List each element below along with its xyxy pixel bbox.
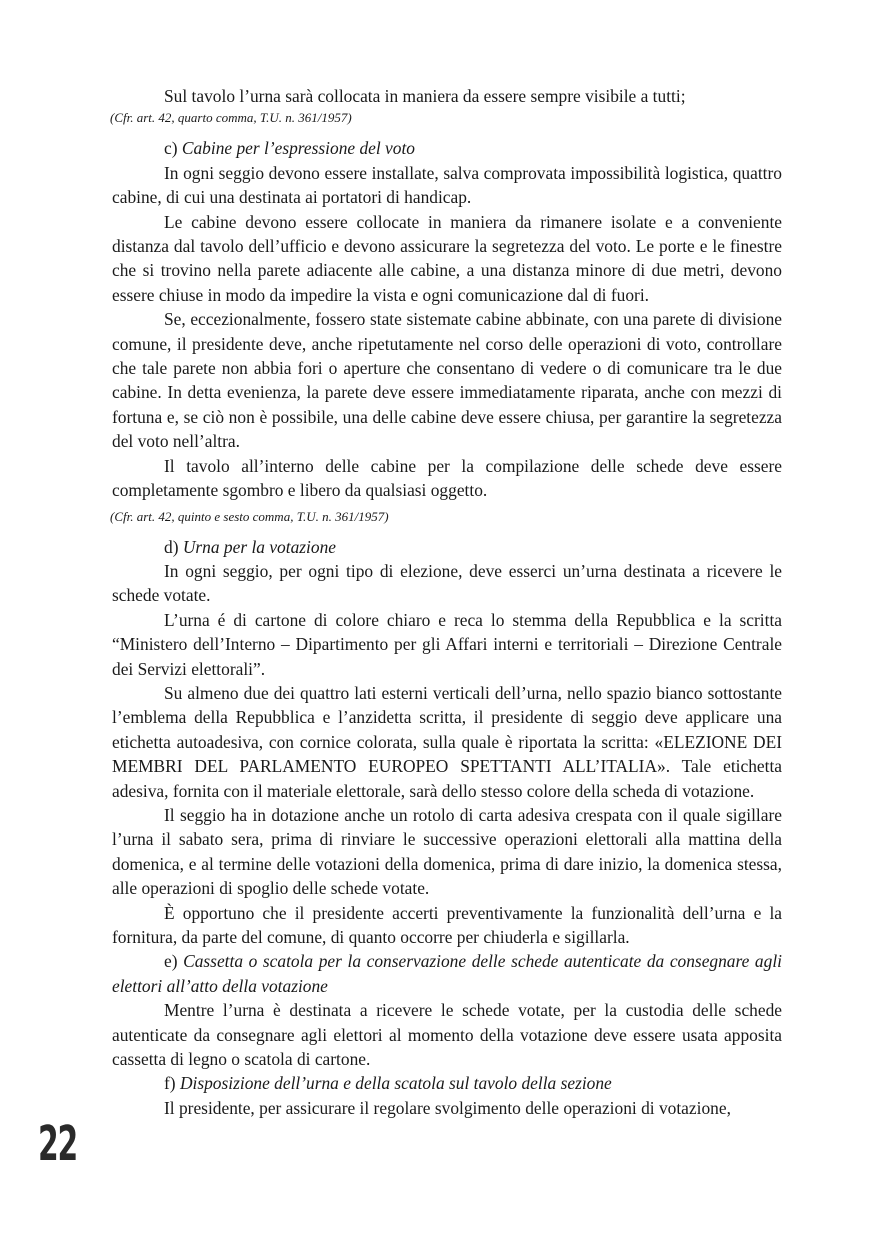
page-number: 22 [38,1116,77,1172]
section-heading-f [112,1071,782,1095]
paragraph: L’urna é di cartone di colore chiaro e reca lo stemma della Repubblica e la scritta “Ministero dell’Interno – Dipartimento per gli Affari interni e territoriali – Direzione Centrale dei Servizi elettorali”. [112,609,782,679]
paragraph: Il tavolo all’interno delle cabine per la compilazione delle schede deve essere completamente sgombro e libero da qualsiasi oggetto. [112,455,782,501]
paragraph: È opportuno che il presidente accerti preventivamente la funzionalità dell’urna e la fornitura, da parte del comune, di quanto occorre per chiuderla e sigillarla. [112,902,782,947]
paragraph: Il seggio ha in dotazione anche un rotolo di carta adesiva crespata con il quale sigillare l’urna il sabato sera, prima di rinviare le successive operazioni elettorali alla mattina della domenica, e al termine delle votazioni della domenica, prima di dare inizio, la domenica stessa, alle operazioni di spoglio delle schede votate. [112,804,782,899]
citation: (Cfr. art. 42, quarto comma, T.U. n. 361/1957) [110,110,352,126]
paragraph: In ogni seggio, per ogni tipo di elezione, deve esserci un’urna destinata a ricevere le schede votate. [112,560,782,606]
paragraph: Su almeno due dei quattro lati esterni verticali dell’urna, nello spazio bianco sottostante l’emblema della Repubblica e l’anzidetta scritta, il presidente di seggio deve applicare una etichetta autoadesiva, con cornice colorata, sulla quale è riportata la scritta: «ELEZIONE DEI MEMBRI DEL PARLAMENTO EUROPEO SPETTANTI ALL’ITALIA». Tale etichetta adesiva, fornita con il materiale elettorale, sarà dello stesso colore della scheda di votazione. [112,682,782,801]
section-letter: e) [164,951,178,972]
paragraph: In ogni seggio devono essere installate, salva comprovata impossibilità logistica, quattro cabine, di cui una destinata ai portatori di handicap. [112,162,782,208]
section-letter: c) [164,138,178,159]
section-title: Urna per la votazione [182,536,336,557]
document-body [112,84,782,1120]
paragraph: Le cabine devono essere collocate in maniera da rimanere isolate e a conveniente distanza dal tavolo dell’ufficio e devono assicurare la segretezza del voto. Le porte e le finestre che si trovino nella parete adiacente alle cabine, a una distanza minore di due metri, devono essere chiuse in modo da impedire la vista e ogni comunicazione dal di fuori. [112,211,782,305]
section-letter: d) [164,536,179,557]
section-letter: f) [164,1073,176,1094]
section-heading-c [112,136,782,160]
section-title: Cabine per l’espressione del voto [181,138,415,159]
paragraph: Se, eccezionalmente, fossero state sistemate cabine abbinate, con una parete di divisione comune, il presidente deve, anche ripetutamente nel corso delle operazioni di voto, controllare che tale parete non abbia fori o aperture che consentano di vedere o di comunicare tra le due cabine. In detta evenienza, la parete deve essere immediatamente riparata, anche con mezzi di fortuna e, se ciò non è possibile, una delle cabine deve essere chiusa, per garantire la segretezza del voto nell’altra. [112,309,782,452]
paragraph: Il presidente, per assicurare il regolare svolgimento delle operazioni di votazione, [164,1097,731,1118]
section-title: Cassetta o scatola per la conservazione delle schede autenticate da consegnare agli elettori all’atto della votazione [112,951,782,996]
section-title: Disposizione dell’urna e della scatola sul tavolo della sezione [179,1073,612,1094]
section-heading-e [112,949,782,998]
paragraph: Mentre l’urna è destinata a ricevere le schede votate, per la custodia delle schede autenticate da consegnare agli elettori al momento della votazione deve essere usata apposita cassetta di legno o scatola di cartone. [112,1000,782,1070]
section-heading-d [112,535,782,559]
paragraph: Sul tavolo l’urna sarà collocata in maniera da essere sempre visibile a tutti; [164,86,686,106]
citation: (Cfr. art. 42, quinto e sesto comma, T.U. n. 361/1957) [110,508,389,524]
